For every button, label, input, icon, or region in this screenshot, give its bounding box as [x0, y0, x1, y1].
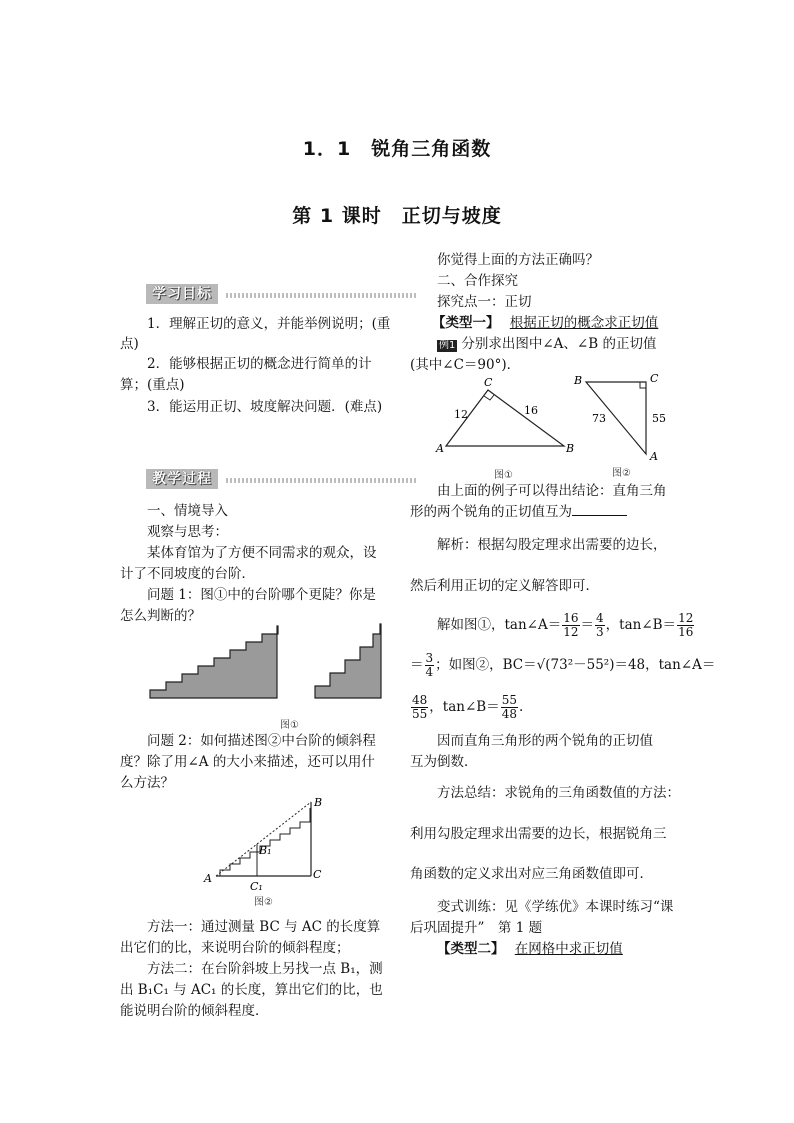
staircase-steps	[220, 808, 310, 876]
method-1-b: 出它们的比，来说明台阶的倾斜程度；	[120, 940, 350, 956]
method-1-a: 方法一：通过测量 BC 与 AC 的长度算	[147, 919, 381, 935]
conclusion-2-a: 因而直角三角形的两个锐角的正切值	[437, 733, 653, 749]
method-2-a: 方法二：在台阶斜坡上另找一点 B₁，测	[147, 961, 383, 977]
tri1-label-B: B	[566, 442, 575, 455]
triangle-1-caption: 图①	[494, 470, 513, 481]
type-1-title: 根据正切的概念求正切值	[509, 315, 659, 331]
example-badge: 例1	[439, 340, 456, 351]
sol-a-pre: 解如图①，tan∠A＝	[437, 617, 562, 633]
sol-b-text: ；如图②，BC＝√(73²－55²)＝48，tan∠A＝	[435, 657, 716, 673]
section-header-goals	[146, 284, 416, 304]
label-C: C	[313, 868, 322, 881]
tri1-side-bc: 16	[524, 404, 538, 417]
lesson-title: 第 1 课时 正切与坡度	[292, 205, 502, 227]
fraction-55-48: $\frac{55}{48}$	[501, 693, 517, 721]
para-1-b: 计了不同坡度的台阶．	[120, 566, 255, 582]
question-1-a: 问题 1：图①中的台阶哪个更陡？你是	[147, 587, 376, 603]
sol-c-end: .	[518, 699, 524, 715]
fraction-4-3: $\frac{4}{3}$	[596, 611, 604, 639]
section-header-process	[146, 469, 416, 489]
sol-c-mid: ，tan∠B＝	[429, 699, 500, 715]
process-tag: 教学过程	[146, 469, 218, 489]
goals-tag: 学习目标	[146, 284, 218, 304]
goal-1-line-b: 点)	[120, 336, 139, 352]
tri2-label-A: A	[650, 450, 658, 463]
goals-divider	[226, 293, 416, 298]
figure-2-caption: 图②	[254, 897, 273, 908]
tri1-label-A: A	[436, 442, 444, 455]
label-B: B	[314, 796, 323, 809]
right-angle-mark-2	[640, 382, 646, 388]
question-1-b: 怎么判断的？	[120, 608, 201, 624]
situation-intro: 一、情境导入	[147, 503, 228, 519]
method-summary-2: 利用勾股定理求出需要的边长，根据锐角三	[410, 826, 667, 842]
staircase-left	[150, 626, 278, 698]
tri1-side-ac: 12	[454, 408, 468, 421]
question-2-c: 么方法？	[120, 775, 174, 791]
triangle-2-caption: 图②	[612, 468, 631, 479]
figure-1-caption: 图①	[280, 720, 299, 731]
solution-line-2	[410, 648, 715, 682]
question-2-a: 问题 2：如何描述图②中台阶的倾斜程	[147, 733, 376, 749]
staircase-right	[315, 624, 381, 698]
label-C1: C₁	[250, 880, 263, 892]
fraction-48-55: $\frac{48}{55}$	[412, 693, 428, 721]
label-B1: B₁	[259, 844, 272, 857]
goal-3: 3．能运用正切、坡度解决问题．(难点)	[147, 399, 383, 415]
inquiry-point-1: 探究点一：正切	[437, 294, 532, 310]
example-1-a	[437, 333, 656, 355]
analysis-line-2: 然后利用正切的定义解答即可．	[410, 578, 599, 594]
type-2-heading	[437, 938, 623, 960]
type-1-heading	[432, 312, 658, 334]
type-2-title: 在网格中求正切值	[514, 941, 623, 957]
sol-a-eq: ＝	[580, 617, 595, 633]
fraction-16-12: $\frac{16}{12}$	[563, 611, 579, 639]
type-1-label: 【类型一】	[432, 315, 500, 331]
example-1-b: (其中∠C＝90°)．	[410, 357, 521, 373]
method-2-b: 出 B₁C₁ 与 AC₁ 的长度，算出它们的比，也	[120, 982, 383, 998]
triangle-2	[572, 370, 672, 466]
example-1-text: 分别求出图中∠A、∠B 的正切值	[461, 336, 657, 352]
tri2-side-bc: 55	[652, 412, 666, 425]
analysis-line-1: 解析：根据勾股定理求出需要的边长，	[437, 537, 667, 553]
conclusion-2-b: 互为倒数．	[410, 754, 478, 770]
right-line-1: 你觉得上面的方法正确吗？	[437, 252, 599, 268]
solution-line-1	[437, 608, 695, 642]
fraction-3-4: $\frac{3}{4}$	[425, 651, 434, 679]
para-1-a: 某体育馆为了方便不同需求的观众，设	[147, 545, 377, 561]
process-divider	[226, 478, 416, 483]
cooperative-inquiry: 二、合作探究	[437, 273, 518, 289]
fraction-12-16: $\frac{12}{16}$	[678, 611, 694, 639]
triangle-1	[432, 376, 582, 456]
method-summary-1: 方法总结：求锐角的三角函数值的方法：	[437, 785, 680, 801]
variant-training-a: 变式训练：见《学练优》本课时练习“课	[437, 899, 674, 915]
sol-b-pre: ＝	[410, 657, 424, 673]
type-2-label: 【类型二】	[437, 941, 505, 957]
goal-2-line-a: 2．能够根据正切的概念进行简单的计	[147, 356, 372, 372]
conclusion-1-b	[410, 501, 627, 523]
solution-line-3	[410, 690, 523, 724]
question-2-b: 度？除了用∠A 的大小来描述，还可以用什	[120, 754, 375, 770]
chapter-title: 1．1 锐角三角函数	[302, 138, 492, 160]
method-summary-3: 角函数的定义求出对应三角函数值即可．	[410, 866, 653, 882]
tri2-side-ab: 73	[592, 412, 606, 425]
right-angle-mark-1	[484, 395, 494, 400]
figure-1-staircases	[140, 620, 390, 710]
figure-2-staircase-triangle	[200, 792, 330, 892]
goal-2-line-b: 算；(重点)	[120, 377, 185, 393]
label-A: A	[204, 872, 212, 885]
tri2-label-C: C	[650, 372, 659, 385]
sol-a-mid: ，tan∠B＝	[605, 617, 677, 633]
conclusion-1-a: 由上面的例子可以得出结论：直角三角	[437, 483, 667, 499]
conclusion-1-b-text: 形的两个锐角的正切值互为	[410, 504, 572, 520]
observe-think: 观察与思考：	[147, 524, 228, 540]
answer-blank	[572, 501, 627, 516]
goal-1-line-a: 1．理解正切的意义，并能举例说明；(重	[147, 316, 391, 332]
variant-training-b: 后巩固提升” 第 1 题	[410, 920, 543, 936]
tri1-label-C: C	[484, 376, 493, 389]
method-2-c: 能说明台阶的倾斜程度．	[120, 1003, 269, 1019]
tri2-label-B: B	[574, 374, 583, 387]
